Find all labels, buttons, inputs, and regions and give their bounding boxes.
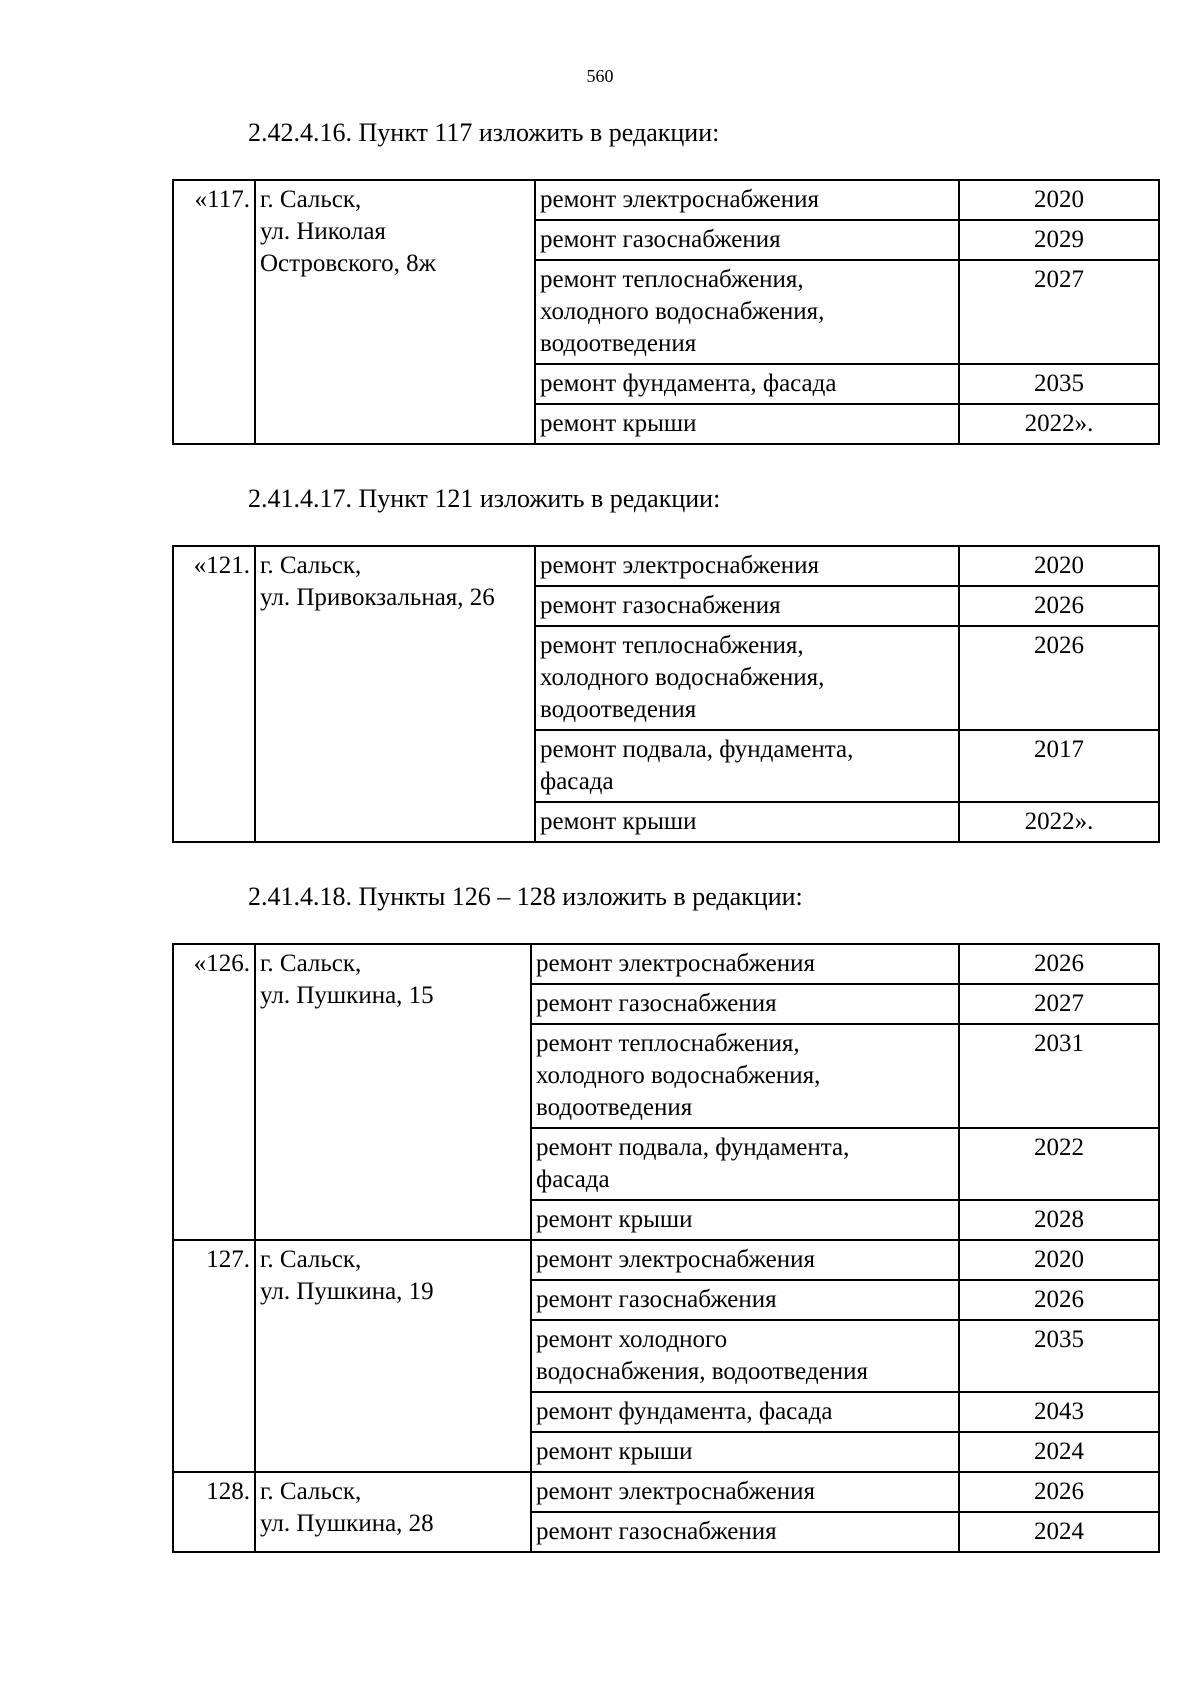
year-cell: 2024 (959, 1512, 1159, 1552)
item-number: «126. (173, 944, 255, 1240)
table-row (173, 1472, 1159, 1512)
year-cell: 2022 (959, 1128, 1159, 1200)
work-type-cell: ремонт крыши (535, 802, 959, 842)
repair-schedule-table (172, 943, 1160, 1553)
year-cell: 2043 (959, 1392, 1159, 1432)
table-row (173, 546, 1159, 586)
item-number: 128. (173, 1472, 255, 1552)
address-cell: г. Сальск, ул. Пушкина, 19 (255, 1240, 531, 1472)
work-type-cell: ремонт газоснабжения (535, 220, 959, 260)
work-type-cell: ремонт электроснабжения (531, 944, 959, 984)
table-row (173, 1240, 1159, 1280)
work-type-cell: ремонт фундамента, фасада (531, 1392, 959, 1432)
work-type-cell: ремонт газоснабжения (531, 984, 959, 1024)
table-row (173, 180, 1159, 220)
year-cell: 2028 (959, 1200, 1159, 1240)
work-type-cell: ремонт электроснабжения (535, 546, 959, 586)
year-cell: 2017 (959, 730, 1159, 802)
year-cell: 2020 (959, 180, 1159, 220)
address-cell: г. Сальск, ул. Пушкина, 15 (255, 944, 531, 1240)
work-type-cell: ремонт крыши (535, 404, 959, 444)
section-heading: 2.41.4.18. Пункты 126 – 128 изложить в редакции: (248, 882, 803, 911)
year-cell: 2027 (959, 260, 1159, 364)
year-cell: 2026 (959, 586, 1159, 626)
item-number: «117. (173, 180, 255, 444)
item-number: «121. (173, 546, 255, 842)
work-type-cell: ремонт теплоснабжения, холодного водоснабжения, водоотведения (535, 260, 959, 364)
page-number: 560 (586, 66, 614, 86)
year-cell: 2035 (959, 364, 1159, 404)
work-type-cell: ремонт фундамента, фасада (535, 364, 959, 404)
year-cell: 2029 (959, 220, 1159, 260)
year-cell: 2020 (959, 1240, 1159, 1280)
work-type-cell: ремонт электроснабжения (535, 180, 959, 220)
address-cell: г. Сальск, ул. Привокзальная, 26 (255, 546, 535, 842)
repair-schedule-table (172, 545, 1160, 843)
year-cell: 2026 (959, 1280, 1159, 1320)
work-type-cell: ремонт теплоснабжения, холодного водоснабжения, водоотведения (535, 626, 959, 730)
year-cell: 2026 (959, 626, 1159, 730)
section-heading: 2.41.4.17. Пункт 121 изложить в редакции: (248, 484, 721, 513)
work-type-cell: ремонт подвала, фундамента, фасада (535, 730, 959, 802)
year-cell: 2024 (959, 1432, 1159, 1472)
work-type-cell: ремонт электроснабжения (531, 1472, 959, 1512)
table-row (173, 944, 1159, 984)
work-type-cell: ремонт электроснабжения (531, 1240, 959, 1280)
work-type-cell: ремонт теплоснабжения, холодного водоснабжения, водоотведения (531, 1024, 959, 1128)
year-cell: 2022». (959, 404, 1159, 444)
work-type-cell: ремонт подвала, фундамента, фасада (531, 1128, 959, 1200)
year-cell: 2026 (959, 944, 1159, 984)
item-number: 127. (173, 1240, 255, 1472)
work-type-cell: ремонт крыши (531, 1432, 959, 1472)
work-type-cell: ремонт газоснабжения (531, 1512, 959, 1552)
work-type-cell: ремонт газоснабжения (531, 1280, 959, 1320)
year-cell: 2020 (959, 546, 1159, 586)
address-cell: г. Сальск, ул. Пушкина, 28 (255, 1472, 531, 1552)
year-cell: 2031 (959, 1024, 1159, 1128)
year-cell: 2027 (959, 984, 1159, 1024)
repair-schedule-table (172, 179, 1160, 445)
section-heading: 2.42.4.16. Пункт 117 изложить в редакции: (248, 118, 720, 147)
year-cell: 2035 (959, 1320, 1159, 1392)
address-cell: г. Сальск, ул. Николая Островского, 8ж (255, 180, 535, 444)
work-type-cell: ремонт холодного водоснабжения, водоотведения (531, 1320, 959, 1392)
year-cell: 2026 (959, 1472, 1159, 1512)
year-cell: 2022». (959, 802, 1159, 842)
work-type-cell: ремонт крыши (531, 1200, 959, 1240)
work-type-cell: ремонт газоснабжения (535, 586, 959, 626)
